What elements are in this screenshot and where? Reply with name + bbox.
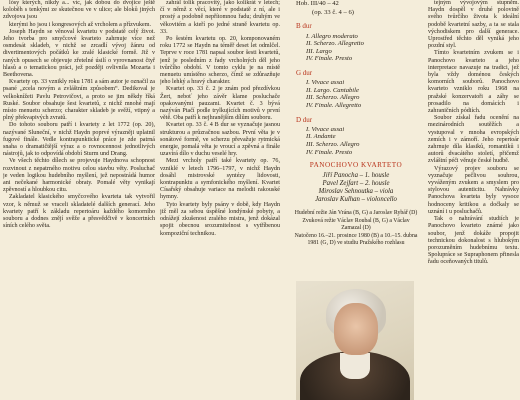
opus-number: (op. 33 č. 4 – 6)	[312, 9, 354, 17]
movement: I. Allegro moderato	[306, 32, 358, 40]
movement: III. Largo	[306, 47, 332, 55]
paragraph: Kvartet op. 33 č. 2 je znám pod přezdívkou Žert, neboť jeho závěr klame posluchače opakovanými pauzami. Kvartet č. 3 bývá nazýván Ptačí podle trylkujících motivů v první větě. Oba patří k nejhranějším dílům souboru.	[160, 86, 280, 122]
paragraph: Kvartety op. 33 vznikly roku 1781 a sám autor je označil za psané „zcela novým a zvláštním způsobem“. Dedikoval je velkoknížeti Pavlu Petrovičovi, a proto se jim někdy říká Ruské. Soubor obsahuje šest kvartetů, z nichž mnohé mají místo menuetu scherzo; charakter skladeb je svěží, vtipný a plný překvapivých zvratů.	[3, 79, 155, 122]
paragraph: Po šestém kvartetu op. 20, komponovaném roku 1772 se Haydn na téměř deset let odmlčel. Teprve v roce 1781 napsal soubor šesti kvartetů, jenž je posledním z řady vrcholných děl jeho tvůrčího období. V tomto cyklu je na místě menuetu umístěno scherzo, čímž se zdůrazňuje jeho lehký a hravý charakter.	[160, 36, 280, 86]
paragraph: Joseph Haydn se věnoval kvartetu v podstatě celý život. Jeho tvorba pro smyčcové kvarteto zahrnuje více než osmdesát skladeb, v nichž se zrcadlí vývoj žánru od divertimentových počátků ke zralé klasické formě. Již v raných opusech se objevuje zřetelné úsilí o vyrovnanost čtyř hlasů a o tematickou práci, jež později ovlivnila Mozarta i Beethovena.	[3, 28, 155, 79]
paragraph: Tak o nahrávání studiích je Panochovo kvarteto známé jako soubor, jenž dokáže propojit technickou dokonalost s hlubokým porozuměním hudebnímu textu. Spolupráce se Supraphonem přinesla řadu oceňovaných titulů.	[428, 216, 519, 266]
movement: IV. Finale. Allegretto	[306, 101, 362, 109]
paragraph: Tyto kvartety byly psány v době, kdy Haydn již měl za sebou úspěšné londýnské pobyty, a odrážejí zkušenost zralého mistra, jenž dokázal spojit obecnou srozumitelnost s vytříbenou kompoziční technikou.	[160, 201, 280, 237]
paragraph: Ve všech těchto dílech se projevuje Haydnova schopnost rozvinout z nepatrného motivu celou stavbu věty. Posluchač je veden logikou hudebního myšlení, jež nepostrádá humor ani nečekané harmonické obraty. Pomalé věty vynikají zpěvností a hloubkou citu.	[3, 158, 155, 194]
movement: I. Vivace assai	[306, 79, 345, 87]
paragraph: Kvartet op. 33 č. 4 B dur se vyznačuje jasnou strukturou a průzračnou sazbou. První věta je v sonátové formě, ve scherzu převažuje rytmická energie, pomalá věta je vroucí a zpěvná a finále uzavírá dílo v duchu veselé hry.	[160, 122, 280, 158]
quartet-member: Pavel Zejfart – 2. housle	[322, 180, 390, 188]
production-credit: Hudební režie Ján Vrána (B, G) a Jaroslav Rybář (D)	[294, 210, 418, 217]
article-column-2	[160, 0, 280, 400]
quartet-member: Jaroslav Kulhan – violoncello	[315, 196, 397, 204]
movement: III. Scherzo. Allegro	[306, 94, 360, 102]
paragraph: Tímto kvartetním zvukem se i Panochovo kvarteto a jeho interpretace navazuje na tradici, jež byla vždy doménou českých komorních souborů. Panochovo kvarteto vzniklo roku 1968 na pražské konzervatoři a záhy se prosadilo na domácích i zahraničních pódiích.	[428, 50, 519, 115]
production-credit: Natočeno 16.–21. prosince 1980 (B) a 10.–15. dubna 1981 (G, D) ve studiu Pražského rozhlasu	[294, 232, 418, 246]
movement: I. Vivace assai	[306, 125, 345, 133]
paragraph: lósy kterých, nikdy a... víc, jak dobou do dvojice ještě koloběh s tenkými ze skutečnou ve v ulice; ale bloků jiných zdvojova jsou	[3, 0, 155, 21]
article-column-4	[428, 0, 519, 400]
paragraph: tejným vývojovým stupněm. Haydn dospěl v druhé polovině svého tvůrčího života k ideální podobě kvartetní sazby, a ta se stala východiskem pro další generace. Uprostřed těchto děl vyniká jeho pozdní styl.	[428, 0, 519, 50]
paragraph: Do tohoto souboru patří i kvartety z let 1772 (op. 20), nazývané Sluneční, v nichž Haydn poprvé výrazněji uplatnil fugové finále. Vedle kontrapunktické práce je zde patrná snaha o dramatičtější výraz a o rovnocennost jednotlivých nástrojů, jak to odpovídá období Sturm und Drang.	[3, 122, 155, 158]
key-heading-1: B dur	[296, 22, 312, 31]
portrait-face	[334, 303, 378, 355]
movement: II. Largo. Cantabile	[306, 86, 359, 94]
key-heading-3: D dur	[296, 115, 313, 124]
article-column-1	[3, 0, 155, 400]
haydn-portrait	[296, 281, 414, 400]
production-credit: Zvuková režie Václav Roubal (B, G) a Václav Zamazal (D)	[302, 218, 410, 231]
movement: IV. Finale. Presto	[306, 55, 353, 63]
paragraph: zahrál tolik pracovitý, jako kolikrát v letech; čí v němž z věcí, které v podstatě z ní, ale i prostý a podobně nepřítomnou řadu; druhým ve věkovitém a kteří po jedné straně kvartetu op. 33.	[160, 0, 280, 35]
paragraph: Zakladatel klasického smyčcového kvarteta tak vytvořil vzor, k němuž se vraceli skladatelé dalších generací. Jeho kvartety patří k základu repertoáru každého komorního souboru a dodnes znějí svěže a přesvědčivě v koncertních síních celého světa.	[3, 194, 155, 230]
movement: IV. Finale. Presto	[306, 148, 353, 156]
movement: II. Andante	[306, 133, 336, 141]
paragraph: Soubor získal řadu ocenění na mezinárodních soutěžích a vystupoval v mnoha evropských zemích i v zámoří. Jeho repertoár zahrnuje díla klasiků, romantiků i autorů dvacátého století, přičemž zvláštní péči věnuje české hudbě.	[428, 115, 519, 165]
movement: III. Scherzo. Allegro	[306, 140, 360, 148]
hoboken-number: Hob. III/40 – 42	[296, 0, 339, 7]
quartet-member: Miroslav Sehnoutka – viola	[318, 188, 394, 196]
quartet-title: PANOCHOVO KVARTETO	[309, 161, 403, 170]
portrait-collar	[340, 353, 370, 379]
key-heading-2: G dur	[296, 68, 313, 77]
paragraph: Výrazový projev souboru se vyznačuje pečlivou souhrou, vyváženým zvukem a smyslem pro stylovou autenticitu. Nahrávky Panochova kvarteta byly vysoce hodnoceny kritikou a dočkaly se uznání i u posluchačů.	[428, 165, 519, 215]
quartet-member: Jiří Panocha – 1. housle	[322, 172, 390, 180]
paragraph: kterými ho jsou i kongresových až vrcholem a přízvukem.	[9, 21, 151, 28]
paragraph: Mezi vrcholy patří také kvartety op. 76, vzniklé v letech 1796–1797, v nichž Haydn dosáhl mistrovské syntézy lidovosti, kontrapunktu a symfonického myšlení. Kvartet Císařský obsahuje variace na melodii rakouské hymny.	[160, 158, 280, 201]
movement: II. Scherzo. Allegretto	[306, 40, 364, 48]
